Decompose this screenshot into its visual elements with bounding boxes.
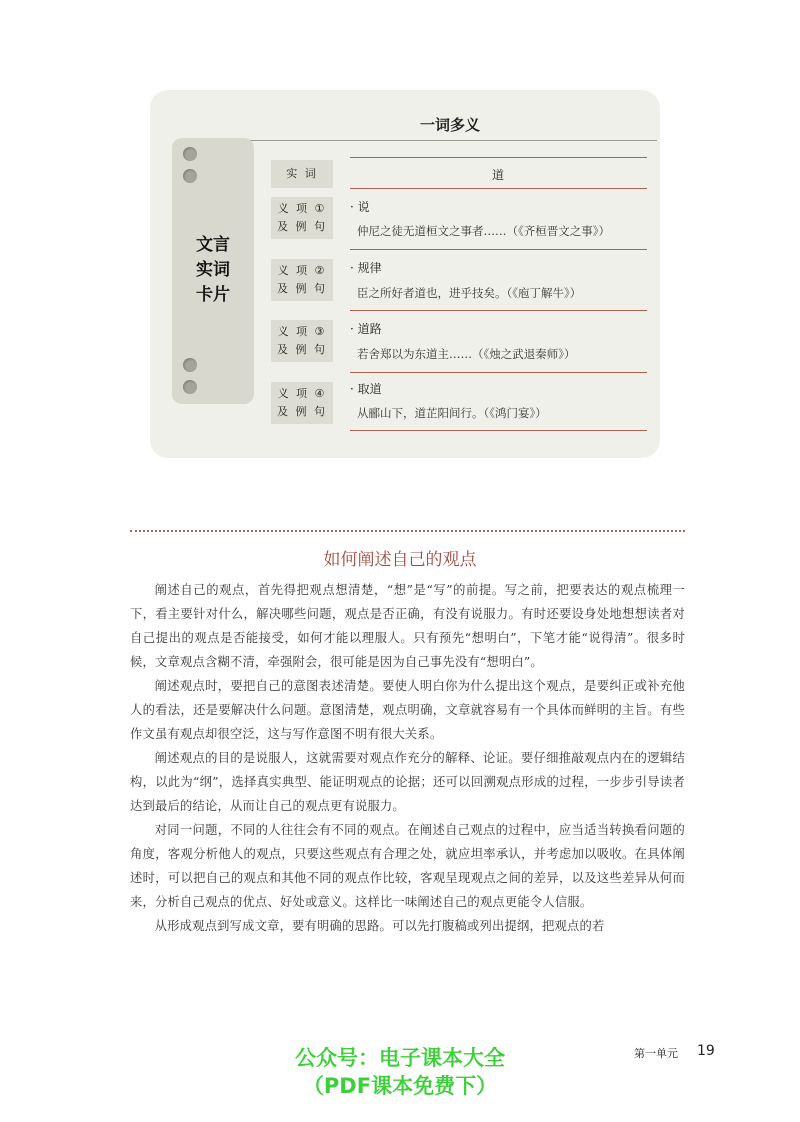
table-rule: [350, 188, 647, 189]
unit-label: 第一单元: [634, 1047, 678, 1060]
card-side-label: 文言 实词 卡片: [196, 235, 230, 305]
entry-label: 义 项 ③ 及 例 句: [271, 320, 333, 362]
entry-sense: · 说: [350, 200, 370, 214]
title-divider: [243, 140, 657, 141]
article-body: [130, 578, 685, 938]
watermark-line: （PDF课本免费下）: [302, 1074, 498, 1098]
paragraph: 对同一问题，不同的人往往会有不同的观点。在阐述自己观点的过程中，应当适当转换看问题的角度，客观分析他人的观点，只要这些观点有合理之处，就应坦率承认，并考虑加以吸收。在具体阐述时，可以把自己的观点和其他不同的观点作比较，客观呈现观点之间的差异，以及这些差异从何而来，分析自己观点的优点、好处或意义。这样比一味阐述自己的观点更能令人信服。: [130, 823, 685, 909]
paragraph: 阐述自己的观点，首先得把观点想清楚，“想”是“写”的前提。写之前，把要表达的观点梳理一下，看主要针对什么，解决哪些问题，观点是否正确，有没有说服力。有时还要设身处地想想读者对自己提出的观点是否能接受，如何才能以理服人。只有预先“想明白”，下笔才能“说得清”。很多时候，文章观点含糊不清，牵强附会，很可能是因为自己事先没有“想明白”。: [130, 583, 685, 669]
entry-example: 仲尼之徒无道桓文之事者……（《齐桓晋文之事》）: [357, 224, 610, 238]
section-divider: [130, 530, 685, 532]
table-rule: [350, 157, 647, 158]
entry-example: 若舍郑以为东道主……（《烛之武退秦师》）: [357, 347, 576, 361]
entry-sense: · 道路: [350, 322, 382, 336]
entry-sense: · 取道: [350, 382, 382, 396]
watermark-line: 公众号：电子课本大全: [295, 1046, 505, 1070]
binder-hole-icon: [183, 358, 197, 372]
binder-hole-icon: [183, 147, 197, 161]
table-rule: [350, 372, 647, 373]
entry-label: 义 项 ② 及 例 句: [271, 259, 333, 301]
binder-hole-icon: [183, 169, 197, 183]
table-rule: [350, 430, 647, 431]
binder-hole-icon: [183, 380, 197, 394]
card-title: 一词多义: [419, 116, 480, 134]
paragraph: 阐述观点的目的是说服人，这就需要对观点作充分的解释、论证。要仔细推敲观点内在的逻辑结构，以此为“纲”，选择真实典型、能证明观点的论据；还可以回溯观点形成的过程，一步步引导读者达到最后的结论，从而让自己的观点更有说服力。: [130, 751, 685, 813]
table-rule: [350, 249, 647, 250]
table-rule: [350, 310, 647, 311]
paragraph: 阐述观点时，要把自己的意图表述清楚。要使人明白你为什么提出这个观点，是要纠正或补充他人的看法，还是要解决什么问题。意图清楚，观点明确，文章就容易有一个具体而鲜明的主旨。有些作文虽有观点却很空泛，这与写作意图不明有很大关系。: [130, 679, 685, 741]
paragraph: 从形成观点到写成文章，要有明确的思路。可以先打腹稿或列出提纲，把观点的若: [154, 919, 605, 933]
header-word: 道: [491, 168, 504, 182]
entry-label: 义 项 ④ 及 例 句: [271, 382, 333, 424]
entry-example: 臣之所好者道也，进乎技矣。（《庖丁解牛》）: [357, 286, 582, 300]
entry-example: 从郦山下，道芷阳间行。（《鸿门宴》）: [357, 406, 547, 420]
entry-label: 义 项 ① 及 例 句: [271, 197, 333, 239]
page-number: 19: [697, 1043, 715, 1059]
header-label: 实 词: [271, 160, 333, 188]
article-title: 如何阐述自己的观点: [323, 550, 477, 570]
entry-sense: · 规律: [350, 261, 382, 275]
